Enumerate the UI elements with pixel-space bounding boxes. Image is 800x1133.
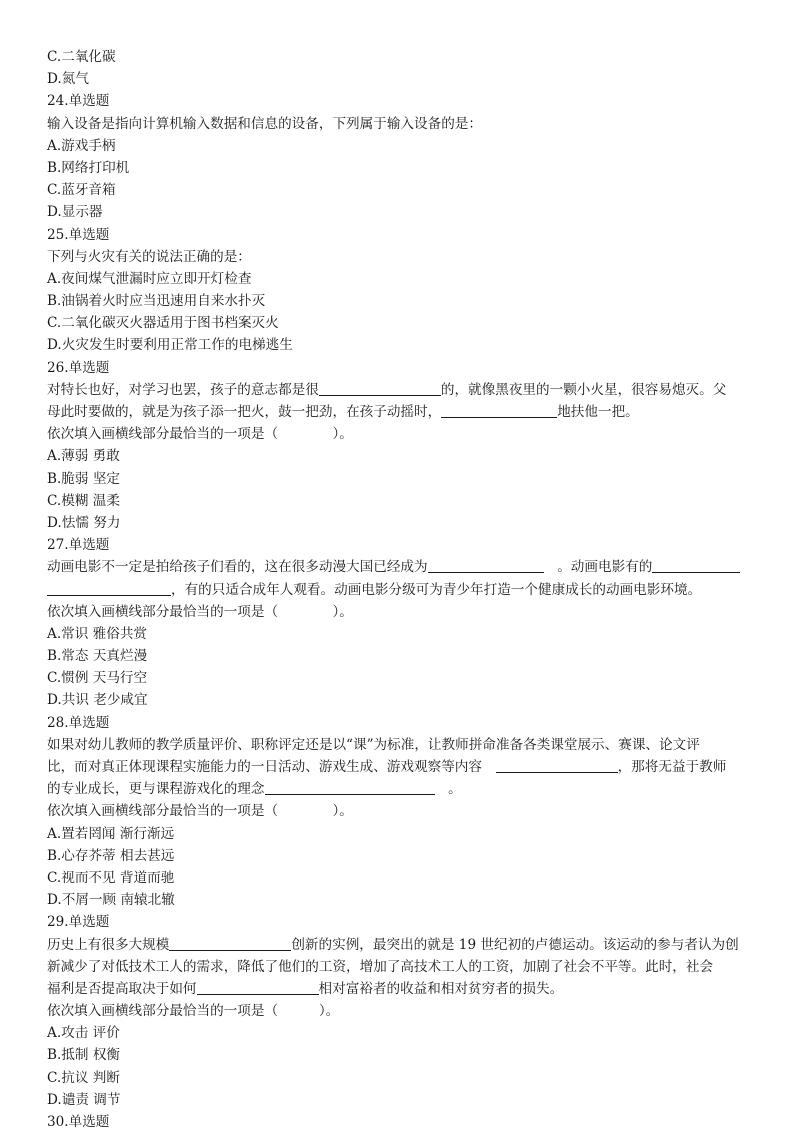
question-header: 25.单选题 — [47, 226, 110, 243]
option-c[interactable]: C.二氧化碳 — [47, 49, 116, 65]
stem-text: 。 — [434, 781, 462, 798]
fill-blank — [47, 581, 171, 596]
question-stem-line — [47, 401, 760, 423]
fill-blank — [496, 758, 618, 773]
stem-text: ，那将无益于教师 — [617, 759, 727, 775]
fill-blank — [265, 780, 435, 795]
question-stem-line — [47, 978, 760, 1000]
fill-blank — [169, 936, 291, 951]
option-b[interactable]: B.脆弱 坚定 — [47, 470, 121, 487]
option-b[interactable]: B.常态 天真烂漫 — [47, 648, 148, 665]
fill-blank — [428, 558, 544, 573]
question-header: 26.单选题 — [47, 359, 110, 376]
option-b[interactable]: B.抵制 权衡 — [47, 1047, 121, 1064]
stem-text: 的专业成长，更与课程游戏化的理念 — [47, 781, 265, 798]
option-d[interactable]: D.火灾发生时要利用正常工作的电梯逃生 — [47, 337, 293, 354]
option-c[interactable]: C.蓝牙音箱 — [47, 182, 116, 199]
option-a[interactable]: A.置若罔闻 渐行渐远 — [47, 825, 175, 842]
question-header: 27.单选题 — [47, 537, 110, 554]
question-prompt: 依次填入画横线部分最恰当的一项是（ ）。 — [47, 603, 353, 620]
stem-text: 相对富裕者的收益和相对贫穷者的损失。 — [318, 980, 564, 997]
stem-text: 福利是否提高取决于如何 — [47, 980, 197, 997]
question-stem-line — [47, 579, 760, 601]
question-stem-line: 新减少了对低技术工人的需求，降低了他们的工资，增加了高技术工人的工资，加剧了社会不平等。此时，社会 — [47, 958, 714, 975]
option-c[interactable]: C.惯例 天马行空 — [47, 670, 148, 687]
document-page — [47, 46, 760, 1133]
stem-text: 历史上有很多大规模 — [47, 936, 170, 953]
option-d[interactable]: D.谴责 调节 — [47, 1091, 121, 1108]
option-d[interactable]: D.不屑一顾 南辕北辙 — [47, 892, 175, 909]
question-stem-line — [47, 379, 760, 401]
option-a[interactable]: A.攻击 评价 — [47, 1025, 120, 1042]
option-d[interactable]: D.怯懦 努力 — [47, 514, 121, 531]
option-a[interactable]: A.薄弱 勇敢 — [47, 448, 120, 465]
stem-text: 比，而对真正体现课程实施能力的一日活动、游戏生成、游戏观察等内容 — [47, 759, 496, 775]
question-stem-line — [47, 934, 760, 956]
question-stem-line: 如果对幼儿教师的教学质量评价、职称评定还是以“课”为标准，让教师拼命准备各类课堂展示、赛课、论文评 — [47, 736, 700, 753]
question-prompt: 依次填入画横线部分最恰当的一项是（ ）。 — [47, 1003, 340, 1020]
question-prompt: 依次填入画横线部分最恰当的一项是（ ）。 — [47, 803, 353, 820]
option-c[interactable]: C.抗议 判断 — [47, 1069, 120, 1086]
question-stem-line — [47, 756, 760, 778]
stem-text: 。动画电影有的 — [543, 559, 653, 576]
stem-text: 地扶他一把。 — [557, 404, 639, 420]
option-d[interactable]: D.氮气 — [47, 71, 89, 88]
option-c[interactable]: C.模糊 温柔 — [47, 492, 120, 509]
question-prompt: 依次填入画横线部分最恰当的一项是（ ）。 — [47, 426, 353, 443]
option-b[interactable]: B.心存芥蒂 相去甚远 — [47, 847, 175, 864]
question-stem-line — [47, 556, 760, 578]
option-a[interactable]: A.游戏手柄 — [47, 137, 116, 154]
question-stem-line — [47, 778, 760, 800]
option-a[interactable]: A.夜间煤气泄漏时应立即开灯检查 — [47, 270, 252, 287]
option-c[interactable]: C.二氧化碳灭火器适用于图书档案灭火 — [47, 315, 279, 332]
option-a[interactable]: A.常识 雅俗共赏 — [47, 625, 148, 642]
stem-text: 母此时要做的，就是为孩子添一把火，鼓一把劲，在孩子动摇时， — [47, 404, 442, 420]
fill-blank — [319, 381, 441, 396]
question-header: 29.单选题 — [47, 914, 110, 931]
question-stem: 输入设备是指向计算机输入数据和信息的设备，下列属于输入设备的是： — [47, 115, 482, 132]
stem-text: 动画电影不一定是拍给孩子们看的，这在很多动漫大国已经成为 — [47, 559, 428, 576]
fill-blank — [197, 980, 319, 995]
option-d[interactable]: D.显示器 — [47, 204, 103, 221]
fill-blank — [652, 558, 740, 573]
question-header: 24.单选题 — [47, 93, 110, 110]
option-d[interactable]: D.共识 老少咸宜 — [47, 692, 148, 709]
stem-text: 对特长也好，对学习也罢，孩子的意志都是很 — [47, 381, 319, 398]
option-b[interactable]: B.网络打印机 — [47, 159, 130, 176]
question-header: 30.单选题 — [47, 1114, 110, 1130]
question-header: 28.单选题 — [47, 714, 110, 731]
stem-text: ，有的只适合成年人观看。动画电影分级可为青少年打造一个健康成长的动画电影环境。 — [171, 581, 702, 598]
question-stem: 下列与火灾有关的说法正确的是： — [47, 248, 251, 265]
stem-text: 创新的实例，最突出的就是 19 世纪初的卢德运动。该运动的参与者认为创 — [291, 936, 739, 953]
fill-blank — [441, 403, 557, 418]
option-b[interactable]: B.油锅着火时应当迅速用自来水扑灭 — [47, 293, 266, 310]
stem-text: 的，就像黑夜里的一颗小火星，很容易熄灭。父 — [440, 381, 727, 398]
option-c[interactable]: C.视而不见 背道而驰 — [47, 869, 175, 886]
